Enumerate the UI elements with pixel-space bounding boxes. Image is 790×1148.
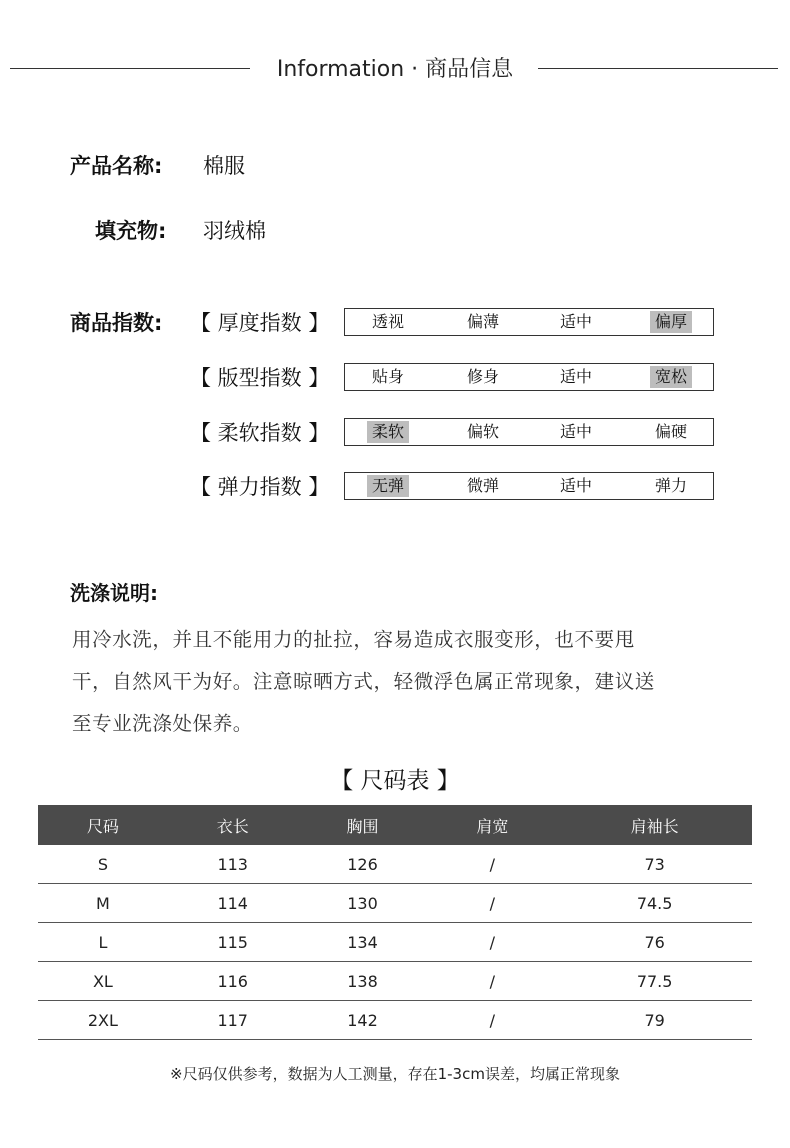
table-cell: 2XL: [38, 1001, 168, 1040]
index-option: 偏软: [467, 422, 500, 441]
table-cell: 116: [168, 962, 298, 1001]
size-table-body: [38, 845, 752, 1040]
index-option-selected: 宽松: [650, 366, 692, 388]
table-cell: /: [427, 923, 557, 962]
index-name: 【 柔软指数 】: [190, 421, 330, 445]
table-cell: 79: [557, 1001, 752, 1040]
table-cell: 114: [168, 884, 298, 923]
table-cell: 142: [298, 1001, 428, 1040]
size-table-title: 【 尺码表 】: [330, 768, 460, 794]
index-name: 【 弹力指数 】: [190, 475, 330, 499]
size-table-header: 胸围: [298, 805, 428, 845]
table-row: [38, 1001, 752, 1040]
index-option: 适中: [560, 422, 593, 441]
table-cell: /: [427, 884, 557, 923]
filling-value: 羽绒棉: [203, 219, 266, 243]
index-option: 透视: [372, 312, 405, 331]
product-name-label: 产品名称:: [70, 154, 163, 178]
table-row: [38, 845, 752, 884]
index-name: 【 版型指数 】: [190, 366, 330, 390]
size-table-header: 衣长: [168, 805, 298, 845]
table-cell: 77.5: [557, 962, 752, 1001]
index-scale: [344, 363, 714, 391]
table-cell: 73: [557, 845, 752, 884]
index-option: 微弹: [467, 476, 500, 495]
table-row: [38, 923, 752, 962]
table-cell: 117: [168, 1001, 298, 1040]
index-option-selected: 无弹: [367, 475, 409, 497]
table-cell: 126: [298, 845, 428, 884]
table-cell: 138: [298, 962, 428, 1001]
washing-line: 至专业洗涤处保养。: [72, 712, 253, 735]
table-cell: /: [427, 1001, 557, 1040]
table-cell: /: [427, 962, 557, 1001]
table-cell: 134: [298, 923, 428, 962]
index-option: 贴身: [372, 367, 405, 386]
product-index-label: 商品指数:: [70, 311, 163, 335]
index-scale: [344, 472, 714, 500]
washing-line: 用冷水洗，并且不能用力的扯拉，容易造成衣服变形，也不要甩: [72, 628, 635, 651]
washing-title: 洗涤说明:: [70, 581, 158, 605]
index-scale: [344, 418, 714, 446]
index-name: 【 厚度指数 】: [190, 311, 330, 335]
washing-line: 干，自然风干为好。注意晾晒方式，轻微浮色属正常现象，建议送: [72, 670, 655, 693]
table-cell: 115: [168, 923, 298, 962]
filling-label: 填充物:: [95, 219, 167, 243]
index-option: 偏薄: [467, 312, 500, 331]
table-row: [38, 962, 752, 1001]
table-cell: 113: [168, 845, 298, 884]
table-cell: L: [38, 923, 168, 962]
product-name-value: 棉服: [203, 154, 245, 178]
index-option: 偏硬: [655, 422, 688, 441]
index-option: 适中: [560, 476, 593, 495]
table-cell: 130: [298, 884, 428, 923]
index-option-selected: 偏厚: [650, 311, 692, 333]
size-table-header: 肩宽: [427, 805, 557, 845]
size-table-header-row: [38, 805, 752, 845]
table-cell: M: [38, 884, 168, 923]
table-cell: S: [38, 845, 168, 884]
size-table-header: 尺码: [38, 805, 168, 845]
page-title: Information · 商品信息: [276, 57, 514, 82]
index-option: 修身: [467, 367, 500, 386]
index-scale: [344, 308, 714, 336]
table-cell: 74.5: [557, 884, 752, 923]
size-footnote: ※尺码仅供参考，数据为人工测量，存在1-3cm误差，均属正常现象: [170, 1065, 620, 1083]
index-option-selected: 柔软: [367, 421, 409, 443]
index-option: 适中: [560, 312, 593, 331]
table-cell: XL: [38, 962, 168, 1001]
table-row: [38, 884, 752, 923]
size-table: [38, 805, 752, 1040]
size-table-header: 肩袖长: [557, 805, 752, 845]
table-cell: 76: [557, 923, 752, 962]
index-option: 适中: [560, 367, 593, 386]
index-option: 弹力: [655, 476, 688, 495]
table-cell: /: [427, 845, 557, 884]
